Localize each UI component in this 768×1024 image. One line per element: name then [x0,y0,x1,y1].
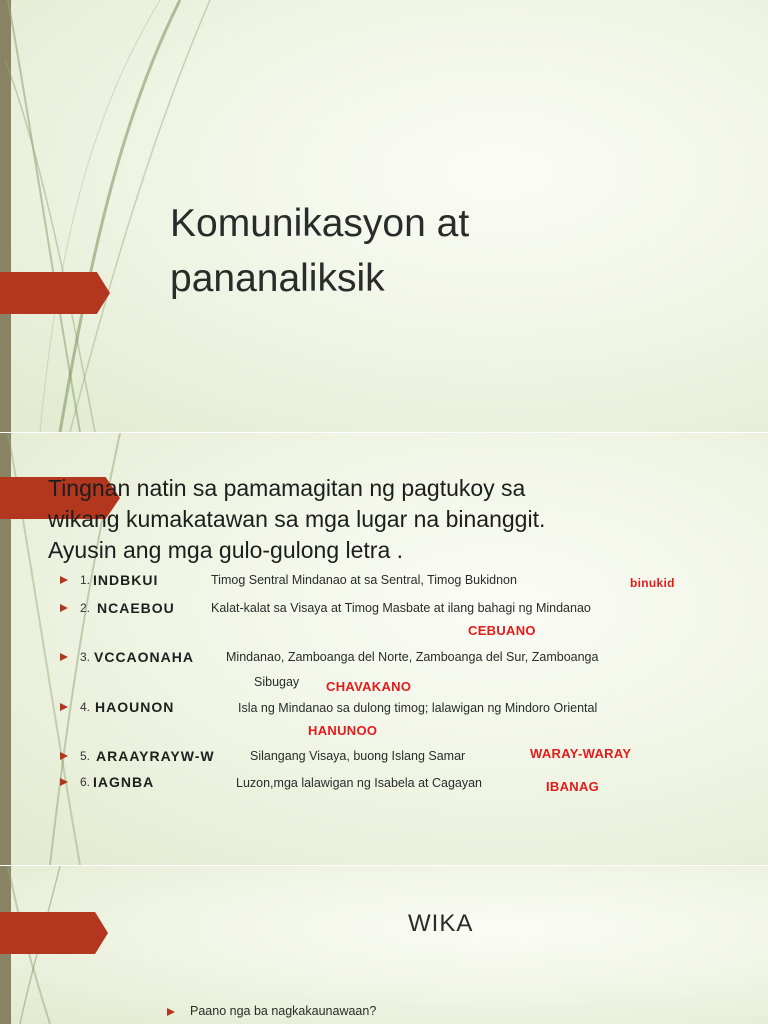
answer-label: HANUNOO [308,723,378,738]
item-number: 2. [80,601,91,615]
item-number: 3. [80,650,91,664]
answer-label: binukid [630,576,675,590]
answer-label: CEBUANO [468,623,536,638]
title-line-1: Komunikasyon at [170,202,470,245]
scrambled-word: INDBKUI [93,572,159,588]
item-description: Silangang Visaya, buong Islang Samar [250,749,466,763]
bullet-arrow-icon [60,653,68,661]
wika-slide [0,866,768,1024]
title-line-2: pananaliksik [170,257,385,300]
item-description: Timog Sentral Mindanao at sa Sentral, Timog Bukidnon [211,573,517,587]
title-slide [0,0,768,432]
bullet-arrow-icon [60,752,68,760]
slide-heading: WIKA [408,910,474,937]
scrambled-word: VCCAONAHA [94,649,194,665]
item-description: Luzon,mga lalawigan ng Isabela at Cagayan [236,776,483,790]
bullet-arrow-icon [167,1008,175,1016]
answer-label: CHAVAKANO [326,679,412,694]
item-number: 1. [80,573,91,587]
scrambled-word: NCAEBOU [97,600,175,616]
answer-label: WARAY-WARAY [530,746,632,761]
slide-marker-tab [0,272,110,314]
instructions-line-3: Ayusin ang mga gulo-gulong letra . [48,537,404,563]
slide-marker-tab [0,912,108,954]
item-description: Mindanao, Zamboanga del Norte, Zamboanga del Sur, Zamboanga [226,650,599,664]
bullet-arrow-icon [60,778,68,786]
question-text: Paano nga ba nagkakaunawaan? [190,1004,377,1018]
bullet-arrow-icon [60,576,68,584]
answer-label: IBANAG [546,779,600,794]
item-number: 4. [80,700,91,714]
slide-edge-bar [0,0,11,432]
scrambled-word: ARAAYRAYW-W [96,748,215,764]
item-description-continued: Sibugay [254,675,300,689]
activity-slide [0,433,768,865]
bullet-arrow-icon [60,703,68,711]
scrambled-word: HAOUNON [95,699,175,715]
slide-title [170,196,469,306]
item-number: 6. [80,775,91,789]
instructions-line-1: Tingnan natin sa pamamagitan ng pagtukoy sa [48,475,526,501]
instructions-text [48,473,748,566]
item-description: Isla ng Mindanao sa dulong timog; lalawigan ng Mindoro Oriental [238,701,598,715]
scrambled-word: IAGNBA [93,774,155,790]
bullet-arrow-icon [60,604,68,612]
item-number: 5. [80,749,91,763]
instructions-line-2: wikang kumakatawan sa mga lugar na binanggit. [48,506,546,532]
item-description: Kalat-kalat sa Visaya at Timog Masbate at ilang bahagi ng Mindanao [211,601,591,615]
